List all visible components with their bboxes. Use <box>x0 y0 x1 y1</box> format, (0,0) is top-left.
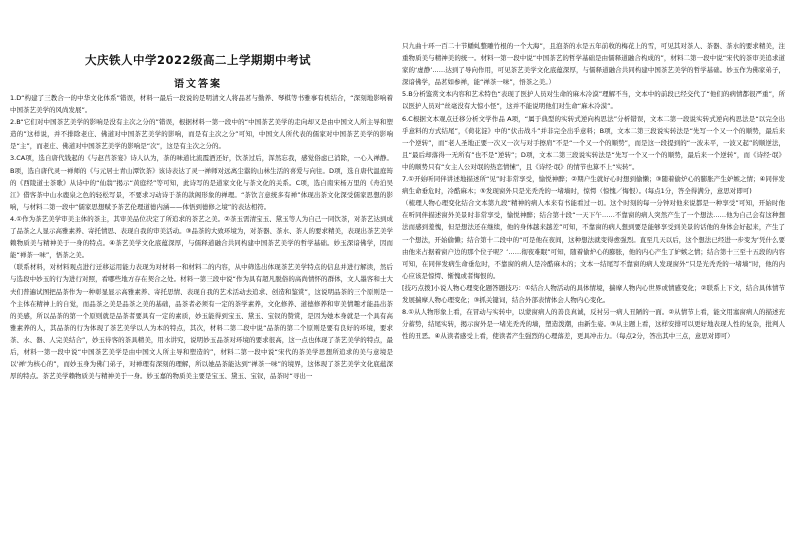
answer-paragraph: 3.CA项，选自唐代钱起的《与赵莒茶宴》诗人认为，茶的味道比流霞酒还好，饮茶过后，浑然忘我，感觉俗虑已消除，一心入禅静。B项，选自唐代灵一禅师的《与元居士青山潭饮茶》该诗表达了灵一禅师对远离尘嚣的山林生活的喜爱与向往。D项，选自唐代温庭筠的《西陵道士茶歌》从诗中的“仙翁”揭示“黄庭经”等可知，此诗写的是道家文化与茶文化的关系。C项，选自南宋杨万里的《舟泊吴江》借客茶中山水鹿泉之色的轻松写景，不要求习动诗于茶的款阁形象的禅理。“茶饮言意统多有禅”体现出茶文化深受儒家思想的影响，与材料二第一段中“儒家思想赋予茶艺伦理道德内涵——体悟到德修之境”的表达相符。 <box>10 154 393 211</box>
right-column <box>402 40 785 342</box>
page-subtitle: 语文答案 <box>174 79 222 90</box>
answer-paragraph: 6.C根据文本观点迁移分析文学作品 A项，“属于典型的实转式逆向构思法”分析错误，文本二第一段说实转式逆向构思法是“以完全出乎意料的方式结尾”，《荷花淀》中的“伏击战斗”并非完全出乎意料；B项，文本二第三段说实转法是“先写一个又一个的顺势，最后来一个逆转”，而“老人圣地正要一次又一次与对手擦肩”不是“一个又一个的顺势”，而是这一段提到的“一波未平，一波又起”的顺逆法，且“最后却落得一无所有”也不是“逆转”；D项，文本二第三段说实转法是“先写一个又一个的顺势，最后来一个逆转”，而《诗经·氓》中的顺势只有“女主人公对氓的热恋情愫”，且《诗经·氓》的情节也算不上“实转”。 <box>402 114 785 171</box>
page-title: 大庆铁人中学2022级高二上学期期中考试 <box>84 53 311 67</box>
answer-paragraph: 4.①作为茶艺美学审美主体的茶主，其审美品位决定了所追求的茶艺之美。②茶玉需清宝玉、黛玉等人为自己一同饮茶，对茶艺达到成了品茶之人显示高雅素养、寄托情思、表现自我的审美活动。③品茶的大致环境为，对茶器、茶水、茶人的要求精美，表现出茶艺美学赖物质美与精神美于一身的特点。④茶艺美学文化底蕴深厚，与儒释道融合共同构建中国茶艺美学的哲学基础。妙玉深谙佛学，因而能“禅茶一味”，悟茶之美。 <box>10 214 393 260</box>
answer-paragraph: 2.B“它们对中国茶艺美学的影响是没有主次之分的”错误，根据材料一第一段中的“中国茶艺美学的走向却又是由中国文人所主导和塑造的”这样说，并不排除老庄、佛道对中国茶艺美学的影响，而是有主次之分”可知，中国文人所代表的儒家对中国茶艺美学的影响是“主”，而老庄、佛道对中国茶艺美学的影响是“次”，这是有主次之分的。 <box>10 118 393 151</box>
answer-paragraph: 8.①从人物形象上看，在冒动与实转中，以蒙窗病人的善良真诚，反衬另一病人丑陋的一面。②从情节上看，能文用塞窗病人的描述充分蓄势，结尾实转，揭示窗外是一堵光秃秃的墙，塑造泼潮，由新生姿。③从主题上看，这样安排可以更好地表现人性的复杂，批判人性的丑恶。④从读者感受上看，使读者产生强烈的心理落差，更具冲击力。（每点2分，答出其中三点，意思对即可） <box>402 308 785 341</box>
answer-paragraph: 只九曲十环一百二十节蟠虬整雕竹根的一个大海”，且泡茶的水是五年前收的梅花上的雪，可见其对茶人、茶器、茶水的要求精美，注重物质美与精神美的统一。材料一第一段中说“中国茶艺的哲学基础是由儒释道融合构成的”，材料二第一段中说“宋代的茶审美追求道家的‘虚静’……达到了导向作用，可见茶艺美学文化底蕴深厚，与儒释道融合共同构建中国茶艺美学的哲学基础。妙玉作为佛家弟子，深谙佛学，品茗如参禅，能“禅茶一味”，悟茶之美。） <box>402 42 785 87</box>
answer-paragraph: （联系材料，对材料观点进行迁移运用能力表现为对材料一和材料二的内容，从中筛选出体现茶艺美学特点的信息并进行解读，然后与选段中妙玉的行为进行对照，看哪些地方存在契合之处。材料一第三段中说“作为具有超凡脱俗的高尚情怀的群体，文人墨客和士大夫们普遍试图把品茶作为一种彰显显示高雅素养、寄托思情、表现自我的艺术活动去追求、创造和鉴赏”，这说明品茶的三个原则是一个主体在精神上的自觉，而品茶之美是品茶之美的基础，品茶者必须有一定的茶学素养，文化修养、道德修养和审美情趣才能品出茶的美感，所以品茶的第一个原则就是品茶者要具有一定的素质，妙玉能得到宝玉、黛玉、宝钗的赞赏，是因为她本身就是一个具有高雅素养的人，其品茶的行为体现了茶艺美学以人为本的特点，其次，材料二第二段中说“品茶的第二个原则是要有良好的环境，要求茶、水、器、人完美结合”，妙玉待客的茶具精美，用水讲究，说明妙玉品茶对环境的要求很高，这一点也体现了茶艺美学的特点，最后，材料一第一段中说“中国茶艺美学是由中国文人所主导和塑造的”，材料二第一段中说“宋代的茶美学思想所追求的美与意境是以'禅'为核心的”，而妙玉身为佛门弟子，对禅理有深刻的理解，所以她品茶能达到“禅茶一味”的境界，这体现了茶艺美学文化底蕴深厚的特点。茶艺美学赖物质美与精神美于一身。妙玉嘉的物质美主要是宝玉、黛玉、宝钗，品茶时“寻出一 <box>10 263 393 381</box>
answer-paragraph: [技巧点拨]小说人物心理变化题答题技巧：①结合人物活动的具体情境，揣摩人物内心世界或情感变化；②联系上下文，结合具体情节发展揣摩人物心理变化；③抓关键词，结合外部表情体会人物内心变化。 <box>402 283 785 304</box>
answer-paragraph: 1.D“构建了三教合一的中华文化体系”错误，材料一最后一段说的是明清文人将品茗与勤养、琴棋等书雅事有机结合，“深刻地影响着中国茶艺美学的风尚发展”。 <box>10 94 393 115</box>
answer-paragraph: 7.①开始听同伴讲述地描述所“见”时非常享受，愉悦神醉；②期户生就好心时想到偷懒；③随着偷炉心的膨胀产生妒嫉之情；④同伴发病生命垂危时，冷酷麻木；⑤发现窗外只是光秃秃的一堵墙时，惊愕（惊愧／悔恨）。(每点1分，答全得满分，意思对即可) <box>402 175 785 196</box>
answer-paragraph: （梳理人物心理变化结合文本第九段“精神的病人本来有书能看过一切。这个时刻的每一分钟对他来说都是一种享受”可知，开始时他在听同伴描述窗外美景时非常享受，愉悦神醉；结合第十段“一天下午……不靠窗的病人突然产生了一个想法……他为自己会有这种想法而感到羞愧，但是想法还在继续，他的身体越来越差”可知，不靠窗的病人想到要是能够享受到美景的话他的身体会好起来，产生了一个想法，开始偷懒；结合第十二段中的“可是他在夜间，这种想法就变得愈强烈。直至几天以后，这个想法已经进一步变为‘凭什么要由他来占据着窗户边的那个位子呢？’……彻夜难眠”可知，随着偷炉心的膨胀，他的内心产生了妒嫉之情；结合第十三至十五段的内容可知，在同伴发病生命垂危时，不靠窗的病人是冷酷麻木的；文本一结尾写不靠窗的病人发现窗外“只是光秃秃的一堵墙”时，他的内心应该是惊愕、惭愧或者悔恨的。 <box>402 199 785 280</box>
answer-paragraph: 5.B分析鉴赏文本内容和艺术特色“表现了医护人员对生命的麻木冷漠”理解不当，文本中的前段已经交代了“他们的病情都很严重”，所以医护人员对“丝毫没有大惊小怪”，这并不能说明他们对生命“麻木冷漠”。 <box>402 90 785 111</box>
left-column <box>10 92 393 382</box>
